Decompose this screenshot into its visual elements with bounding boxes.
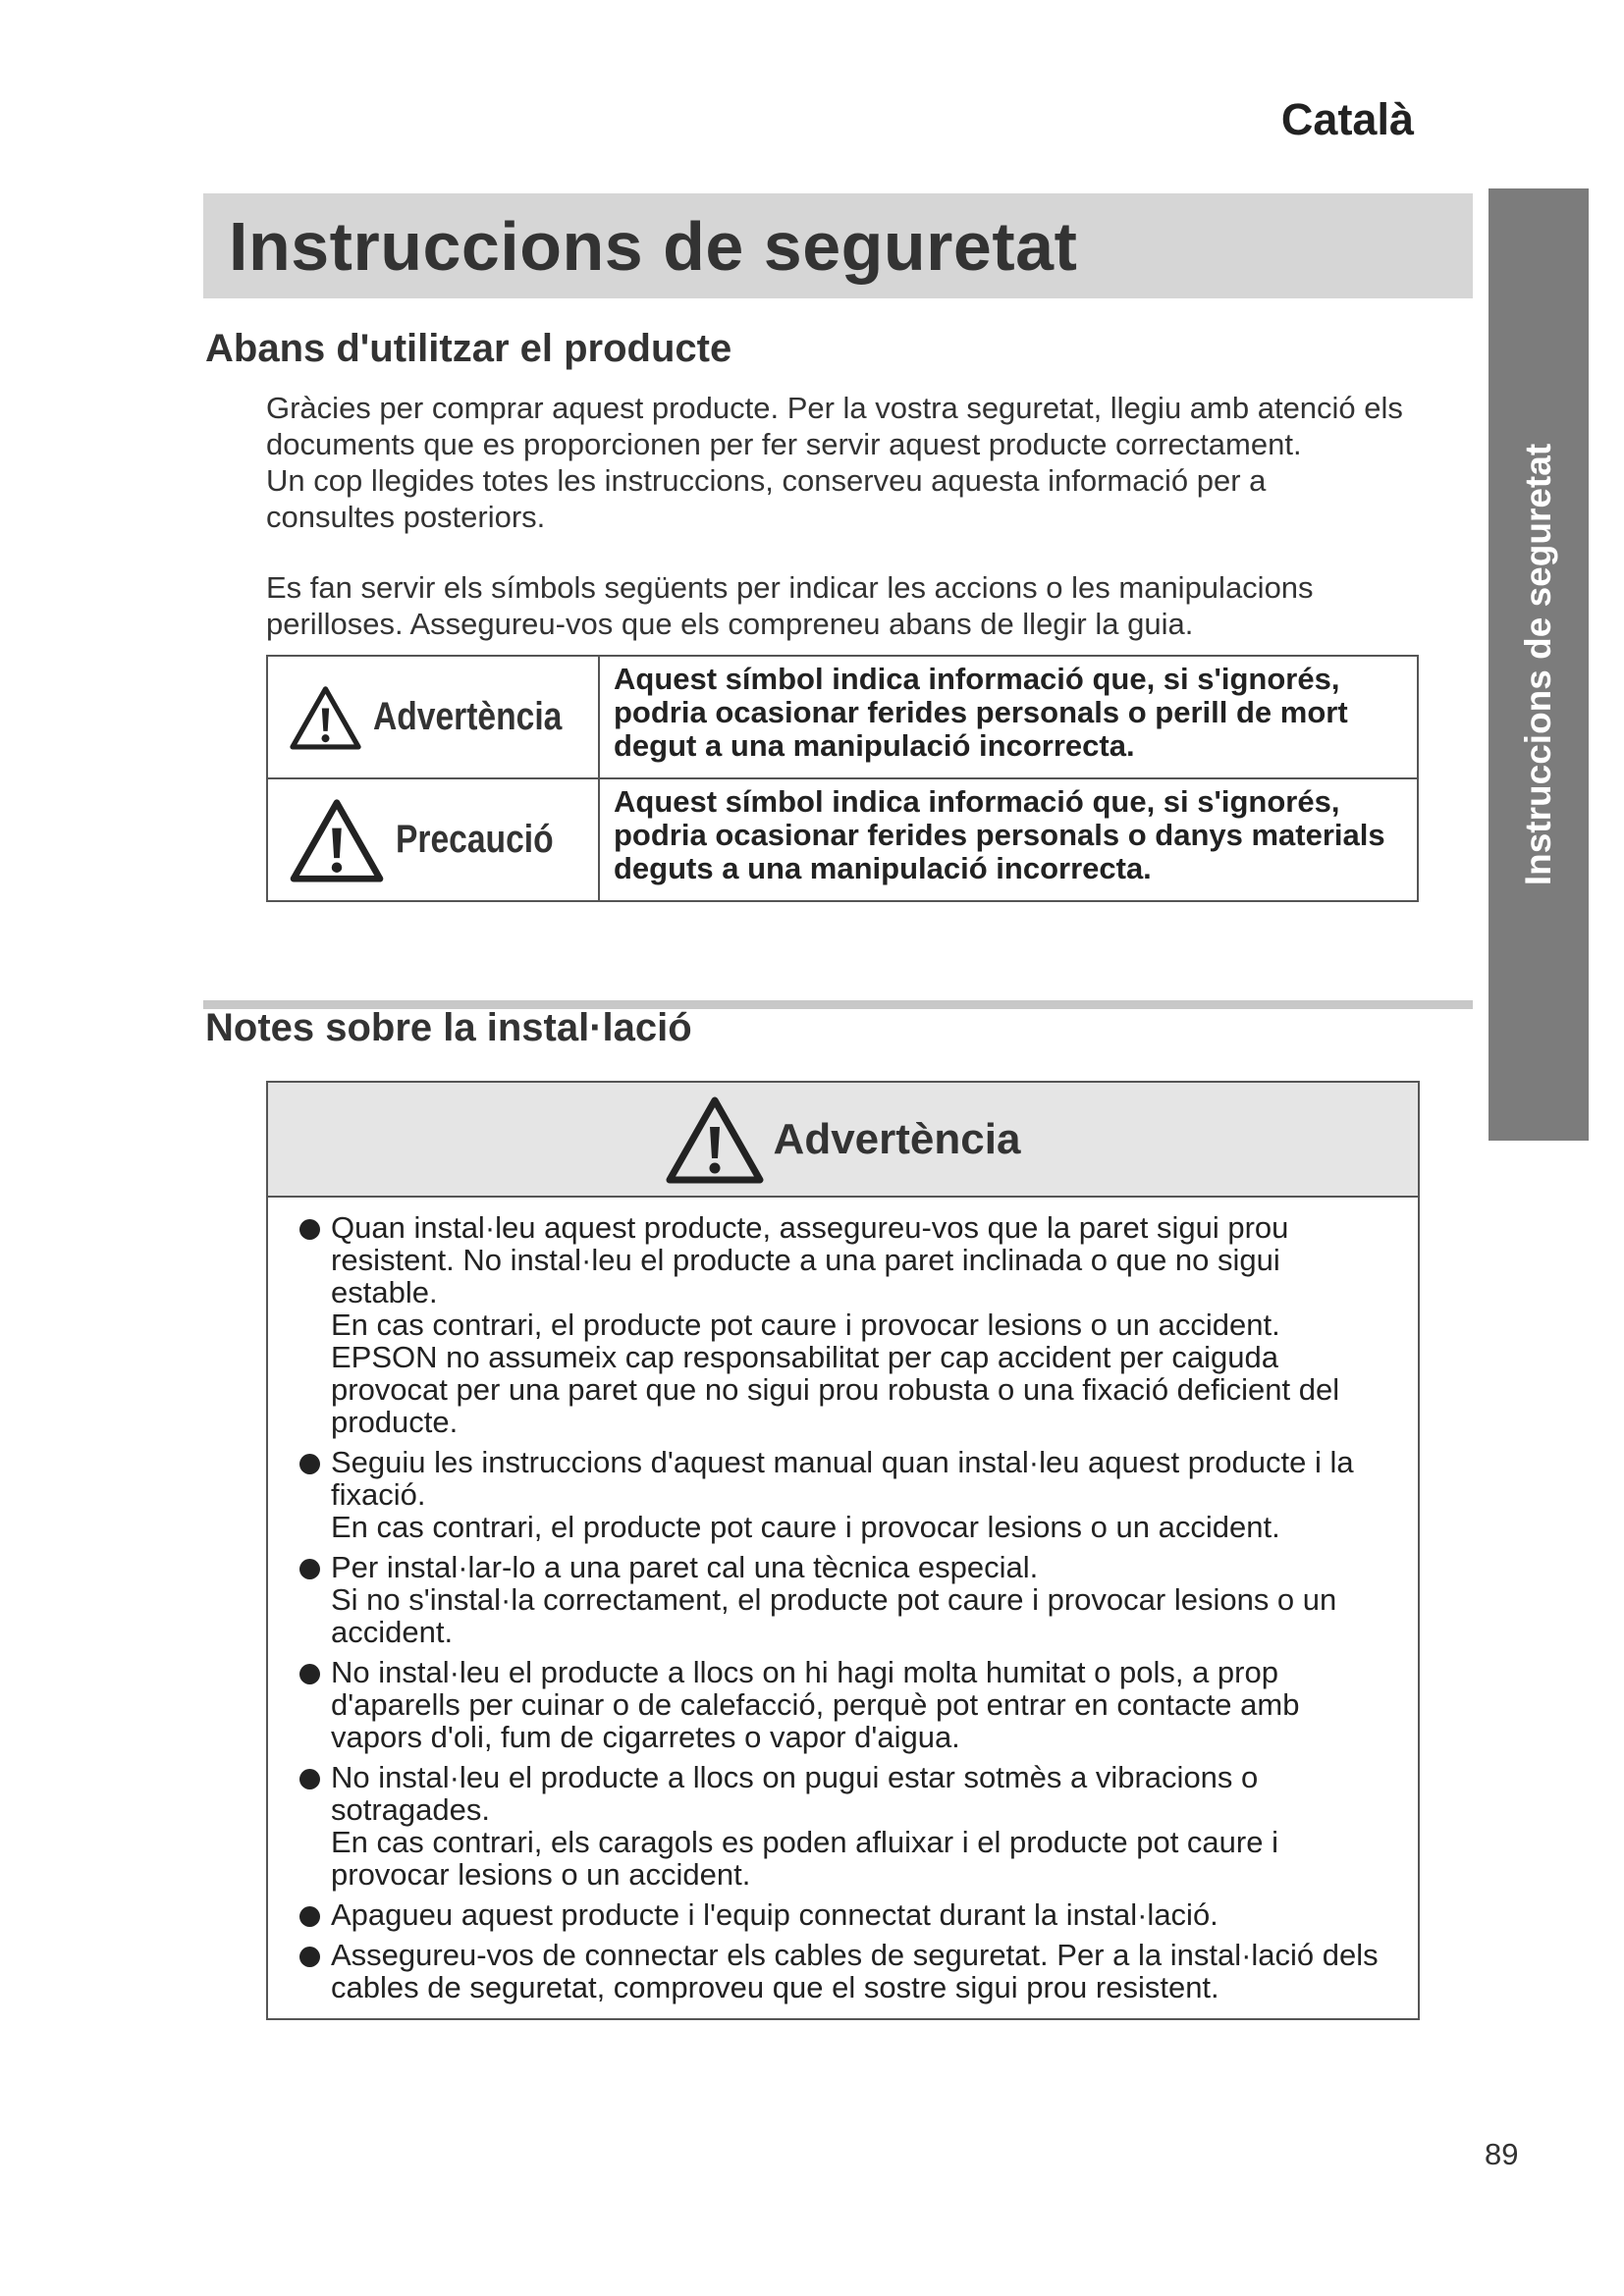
section-heading-installation: Notes sobre la instal·lació xyxy=(205,1006,692,1049)
list-item xyxy=(298,1446,1388,1543)
symbol-row-caution xyxy=(268,777,1417,900)
installation-warning-box xyxy=(266,1081,1420,2020)
list-item-text: No instal·leu el producte a llocs on pugui estar sotmès a vibracions o sotragades. xyxy=(331,1760,1259,1827)
side-section-tab[interactable] xyxy=(1489,188,1589,1141)
symbol-label: Precaució xyxy=(396,818,554,861)
side-tab-label: Instruccions de seguretat xyxy=(1518,443,1559,886)
list-item-text: Assegureu-vos de connectar els cables de seguretat. Per a la instal·lació dels cables de seguretat, comproveu que el sostre sigui prou resistent. xyxy=(331,1938,1379,2004)
symbols-paragraph xyxy=(266,569,1474,642)
symbols-line: Es fan servir els símbols següents per indicar les accions o les manipulacions xyxy=(266,570,1314,605)
list-item-text: Apagueu aquest producte i l'equip connectat durant la instal·lació. xyxy=(331,1897,1218,1932)
list-item-text: Seguiu les instruccions d'aquest manual quan instal·leu aquest producte i la fixació. xyxy=(331,1445,1354,1512)
list-item xyxy=(298,1939,1388,2003)
list-item xyxy=(298,1898,1388,1931)
page-title: Instruccions de seguretat xyxy=(229,207,1078,285)
warning-title: Advertència xyxy=(773,1114,1021,1163)
list-item-text: Quan instal·leu aquest producte, assegureu-vos que la paret sigui prou resistent. No instal·leu el producte a una paret inclinada o que no sigui estable. xyxy=(331,1210,1289,1309)
symbol-description: Aquest símbol indica informació que, si s'ignorés, podria ocasionar ferides personals o perill de mort degut a una manipulació incorrecta. xyxy=(614,662,1348,763)
list-item xyxy=(298,1656,1388,1753)
intro-line: documents que es proporcionen per fer servir aquest producte correctament. xyxy=(266,427,1302,461)
list-item-text: En cas contrari, el producte pot caure i provocar lesions o un accident. EPSON no assumeix cap responsabilitat per cap accident per caiguda provocat per una paret que no sigui prou robusta o una fixació deficient del producte. xyxy=(331,1308,1340,1439)
warning-box-header xyxy=(268,1083,1418,1198)
language-label: Català xyxy=(1280,94,1414,144)
list-item-text: En cas contrari, el producte pot caure i provocar lesions o un accident. xyxy=(331,1510,1280,1544)
list-item xyxy=(298,1761,1388,1891)
symbol-table xyxy=(266,655,1419,902)
symbol-cell xyxy=(268,779,600,900)
list-item xyxy=(298,1211,1388,1438)
list-item-text: Si no s'instal·la correctament, el producte pot caure i provocar lesions o un accident. xyxy=(331,1582,1337,1649)
warning-triangle-icon xyxy=(290,675,361,760)
list-item-text: Per instal·lar-lo a una paret cal una tècnica especial. xyxy=(331,1550,1039,1584)
intro-line: consultes posteriors. xyxy=(266,500,546,534)
intro-paragraph xyxy=(266,390,1474,535)
intro-line: Gràcies per comprar aquest producte. Per la vostra seguretat, llegiu amb atenció els xyxy=(266,391,1403,425)
symbol-cell xyxy=(268,657,600,777)
list-item-text: No instal·leu el producte a llocs on hi hagi molta humitat o pols, a prop d'aparells per cuinar o de calefacció, perquè pot entrar en contacte amb vapors d'oli, fum de cigarretes o vapor d'aigua. xyxy=(331,1655,1300,1754)
title-bar xyxy=(203,193,1473,298)
warning-triangle-icon xyxy=(666,1095,764,1184)
symbol-description: Aquest símbol indica informació que, si s'ignorés, podria ocasionar ferides personals o danys materials deguts a una manipulació incorrecta. xyxy=(614,784,1385,885)
warning-list xyxy=(268,1198,1418,2003)
symbols-line: perilloses. Assegureu-vos que els compreneu abans de llegir la guia. xyxy=(266,607,1194,641)
symbol-row-warning xyxy=(268,657,1417,777)
symbol-label: Advertència xyxy=(373,695,563,738)
intro-line: Un cop llegides totes les instruccions, conserveu aquesta informació per a xyxy=(266,463,1267,498)
list-item xyxy=(298,1551,1388,1648)
list-item-text: En cas contrari, els caragols es poden afluixar i el producte pot caure i provocar lesions o un accident. xyxy=(331,1825,1278,1892)
section-heading-before-use: Abans d'utilitzar el producte xyxy=(205,327,732,370)
page-number: 89 xyxy=(1485,2137,1519,2171)
warning-triangle-icon xyxy=(290,798,384,882)
